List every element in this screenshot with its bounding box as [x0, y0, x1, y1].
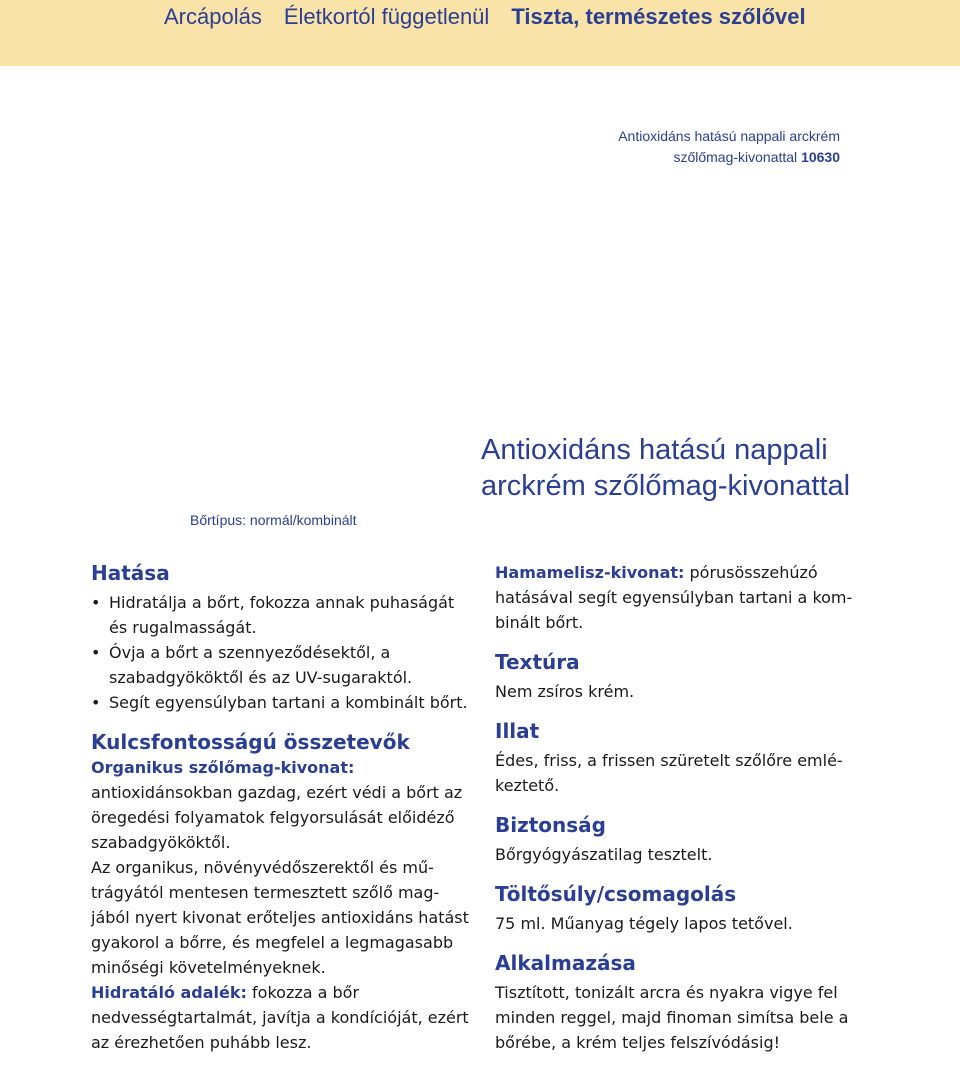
- ingredients-heading: Kulcsfontosságú összetevők: [91, 730, 410, 754]
- alkalmazasa-heading: Alkalmazása: [495, 951, 636, 975]
- ingredient-text: pórusösszehúzó hatásával segít egyensúlyban tartani a kombinált bőrt.: [495, 563, 853, 632]
- hatasa-list: [91, 590, 471, 715]
- breadcrumb-subcategory: Életkortól függetlenül: [283, 4, 490, 29]
- right-column: [495, 560, 860, 1055]
- biztonsag-text: Bőrgyógyászatilag tesztelt.: [495, 845, 713, 864]
- title-line1: Antioxidáns hatású nappali: [481, 434, 828, 466]
- ingredient-text: fokozza a bőr nedvességtartalmát, javítja a kondícióját, ezért az érezhetően puhább lesz.: [91, 983, 469, 1052]
- skin-type: Bőrtípus: normál/kombinált: [190, 512, 357, 528]
- illat-heading: Illat: [495, 719, 540, 743]
- hatasa-item: • Óvja a bőrt a szennyeződésektől, a szabadgyököktől és az UV-sugaraktól.: [91, 640, 471, 690]
- header-banner: [0, 0, 960, 66]
- alkalmazasa-text: Tisztított, tonizált arcra és nyakra vigye fel minden reggel, majd finoman simítsa bele a bőrébe, a krém teljes felszívódásig!: [495, 983, 849, 1052]
- hatasa-item: • Hidratálja a bőrt, fokozza annak puhaságát és rugalmasságát.: [91, 590, 471, 640]
- hatasa-item: • Segít egyensúlyban tartani a kombinált bőrt.: [91, 690, 471, 715]
- breadcrumb-line: Tiszta, természetes szőlővel: [511, 4, 806, 29]
- product-code: 10630: [801, 149, 840, 165]
- illat-text: Édes, friss, a frissen szüretelt szőlőre emlékeztető.: [495, 751, 843, 795]
- product-ref-line2: szőlőmag-kivonattal: [673, 149, 798, 165]
- breadcrumb-category: Arcápolás: [164, 4, 262, 29]
- textura-heading: Textúra: [495, 650, 580, 674]
- ingredient-text: antioxidánsokban gazdag, ezért védi a bőrt az öregedési folyamatok felgyorsulását előidéző szabadgyököktől.: [91, 783, 463, 852]
- ingredient-label: Organikus szőlőmag-kivonat:: [91, 758, 355, 777]
- page-title: [481, 432, 951, 504]
- hatasa-heading: Hatása: [91, 561, 170, 585]
- left-column: [91, 560, 471, 1055]
- textura-text: Nem zsíros krém.: [495, 682, 635, 701]
- title-line2: arckrém szőlőmag-kivonattal: [481, 470, 851, 502]
- toltosuly-heading: Töltősúly/csomagolás: [495, 882, 737, 906]
- biztonsag-heading: Biztonság: [495, 813, 606, 837]
- ingredient-label: Hamamelisz-kivonat:: [495, 563, 685, 582]
- product-ref-line1: Antioxidáns hatású nappali arckrém: [618, 128, 840, 144]
- product-reference: [618, 126, 840, 168]
- ingredient-label: Hidratáló adalék:: [91, 983, 247, 1002]
- toltosuly-text: 75 ml. Műanyag tégely lapos tetővel.: [495, 914, 793, 933]
- breadcrumb: [164, 4, 806, 30]
- ingredient-text: Az organikus, növényvédőszerektől és műtrágyától mentesen termesztett szőlő magjából nyert kivonat erőteljes antioxidáns hatást gyakorol a bőrre, és megfelel a legmagasabb minőségi követelményeknek.: [91, 858, 469, 977]
